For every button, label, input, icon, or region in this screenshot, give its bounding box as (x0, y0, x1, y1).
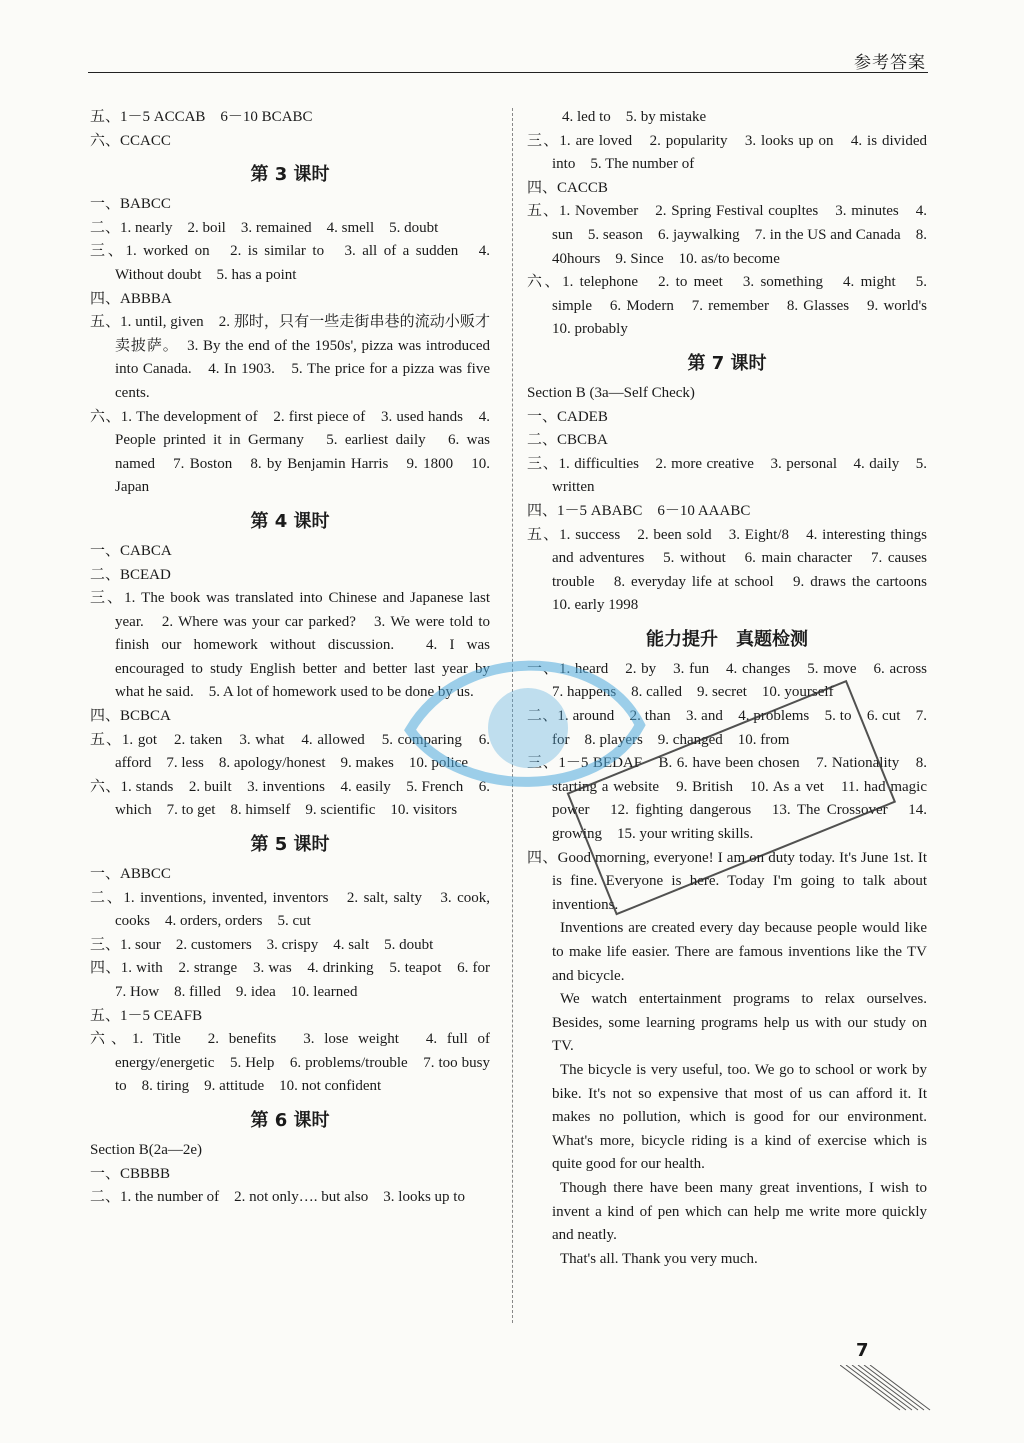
answer-line: 五、1. got 2. taken 3. what 4. allowed 5. comparing 6. afford 7. less 8. apology/honest 9. makes 10. police (90, 731, 490, 772)
section-title: 第 5 课时 (250, 834, 330, 856)
answer-line: 五、1. success 2. been sold 3. Eight/8 4. interesting things and adventures 5. without 6. main character 7. causes trouble 8. everyday life at school 9. draws the cartoons 10. early 1998 (527, 526, 943, 614)
answer-line: 四、CACCB (527, 179, 608, 196)
answer-line: 三、1. worked on 2. is similar to 3. all of a sudden 4. Without doubt 5. has a point (90, 243, 490, 283)
answer-line: 二、1. inventions, invented, inventors 2. salt, salty 3. cook, cooks 4. orders, orders 5. cut (90, 889, 490, 930)
answer-line: 二、1. the number of 2. not only…. but also 3. looks up to (90, 1189, 465, 1206)
section-title: 第 7 课时 (687, 352, 767, 374)
answer-line: 六、CCACC (90, 132, 171, 149)
section-title: 第 6 课时 (250, 1109, 330, 1131)
answer-line: 一、CBBBB (90, 1165, 171, 1182)
answer-line: Section B (3a—Self Check) (527, 384, 695, 401)
answer-line: 二、CBCBA (527, 432, 608, 449)
answer-line: Section B(2a—2e) (90, 1141, 203, 1158)
answer-line: 一、1. heard 2. by 3. fun 4. changes 5. move 6. across 7. happens 8. called 9. secret 10. yourself (527, 660, 943, 701)
answer-line: 一、ABBCC (90, 866, 171, 883)
answer-line: 四、Good morning, everyone! I am on duty today. It's June 1st. It is fine. Everyone is here. Today I'm going to talk about inventions. (527, 849, 927, 913)
answer-line: Inventions are created every day because people would like to make life easier. There are famous inventions like the TV and bicycle. (552, 920, 927, 984)
answer-line: 四、ABBBA (90, 290, 172, 307)
answer-line: 4. led to 5. by mistake (562, 109, 707, 125)
answer-line: 六、1. telephone 2. to meet 3. something 4. might 5. simple 6. Modern 7. remember 8. Glasses 9. world's 10. probably (527, 274, 943, 338)
header-rule (88, 72, 928, 73)
page-number: 7 (856, 1340, 869, 1361)
answer-line: 六、1. stands 2. built 3. inventions 4. easily 5. French 6. which 7. to get 8. himself 9. scientific 10. visitors (90, 778, 490, 819)
answer-line: That's all. Thank you very much. (560, 1250, 758, 1267)
answer-column-right (527, 106, 943, 1271)
answer-line: 三、1. sour 2. customers 3. crispy 4. salt 5. doubt (90, 936, 434, 953)
answer-line: 一、CABCA (90, 542, 172, 559)
answer-line: 四、1. with 2. strange 3. was 4. drinking 5. teapot 6. for 7. How 8. filled 9. idea 10. learned (90, 960, 506, 1000)
answer-line: 五、1－5 CEAFB (90, 1007, 203, 1024)
answer-line: The bicycle is very useful, too. We go to school or work by bike. It's not so expensive that most of us can afford it. It makes no pollution, which is good for our environment. What's more, bicycle riding is a kind of exercise which is quite good for our health. (552, 1061, 927, 1173)
answer-line: 五、1. November 2. Spring Festival coupltes 3. minutes 4. sun 5. season 6. jaywalking 7. in the US and Canada 8. 40hours 9. Since 10. as/to become (527, 203, 927, 267)
answer-line: 二、BCEAD (90, 566, 171, 583)
answer-line: 六、1. Title 2. benefits 3. lose weight 4. full of energy/energetic 5. Help 6. problems/trouble 7. too busy to 8. tiring 9. attitude 10. not confident (90, 1031, 490, 1095)
answer-line: 三、1－5 BEDAF B. 6. have been chosen 7. Nationality 8. starting a website 9. British 10. As a vet 11. had magic power 12. fighting dangerous 13. The Crossover 14. growing 15. your writing skills. (527, 755, 927, 843)
answer-line: 四、BCBCA (90, 708, 171, 725)
page-header-title: 参考答案 (854, 53, 926, 73)
answer-line: 二、1. around 2. than 3. and 4. problems 5. to 6. cut 7. for 8. players 9. changed 10. from (527, 708, 927, 748)
answer-line: Though there have been many great inventions, I wish to invent a kind of pen which can help me write more quickly and neatly. (552, 1179, 927, 1244)
answer-line: 六、1. The development of 2. first piece of 3. used hands 4. People printed it in Germany 5. earliest daily 6. was named 7. Boston 8. by Benjamin Harris 9. 1800 10. Japan (90, 408, 490, 496)
answer-line: 一、CADEB (527, 408, 608, 425)
answer-line: 五、1. until, given 2. 那时，只有一些走街串巷的流动小贩才卖披萨。 3. By the end of the 1950s', pizza was introduced into Canada. 4. In 1903. 5. The price for a pizza was five cents. (90, 314, 490, 401)
section-title: 第 3 课时 (250, 164, 330, 186)
section-title: 第 4 课时 (250, 510, 330, 532)
answer-line: 三、1. The book was translated into Chinese and Japanese last year. 2. Where was your car parked? 3. We were told to finish our homework without discussion. 4. I was encouraged to study English better and better last year by what he said. 5. A lot of homework used to be done by us. (90, 590, 490, 701)
answer-line: 一、BABCC (90, 196, 171, 213)
answer-line: We watch entertainment programs to relax ourselves. Besides, some learning programs help us with our study on TV. (552, 991, 927, 1055)
answer-line: 二、1. nearly 2. boil 3. remained 4. smell 5. doubt (90, 219, 439, 236)
answer-column-left (90, 106, 506, 1210)
column-divider (512, 108, 513, 1323)
corner-decoration (840, 1365, 960, 1425)
section-title: 能力提升 真题检测 (646, 628, 808, 650)
answer-line: 三、1. difficulties 2. more creative 3. personal 4. daily 5. written (527, 455, 927, 496)
answer-line: 四、1－5 ABABC 6－10 AAABC (527, 502, 751, 519)
answer-line: 五、1－5 ACCAB 6－10 BCABC (90, 109, 313, 125)
answer-line: 三、1. are loved 2. popularity 3. looks up on 4. is divided into 5. The number of (527, 132, 927, 173)
